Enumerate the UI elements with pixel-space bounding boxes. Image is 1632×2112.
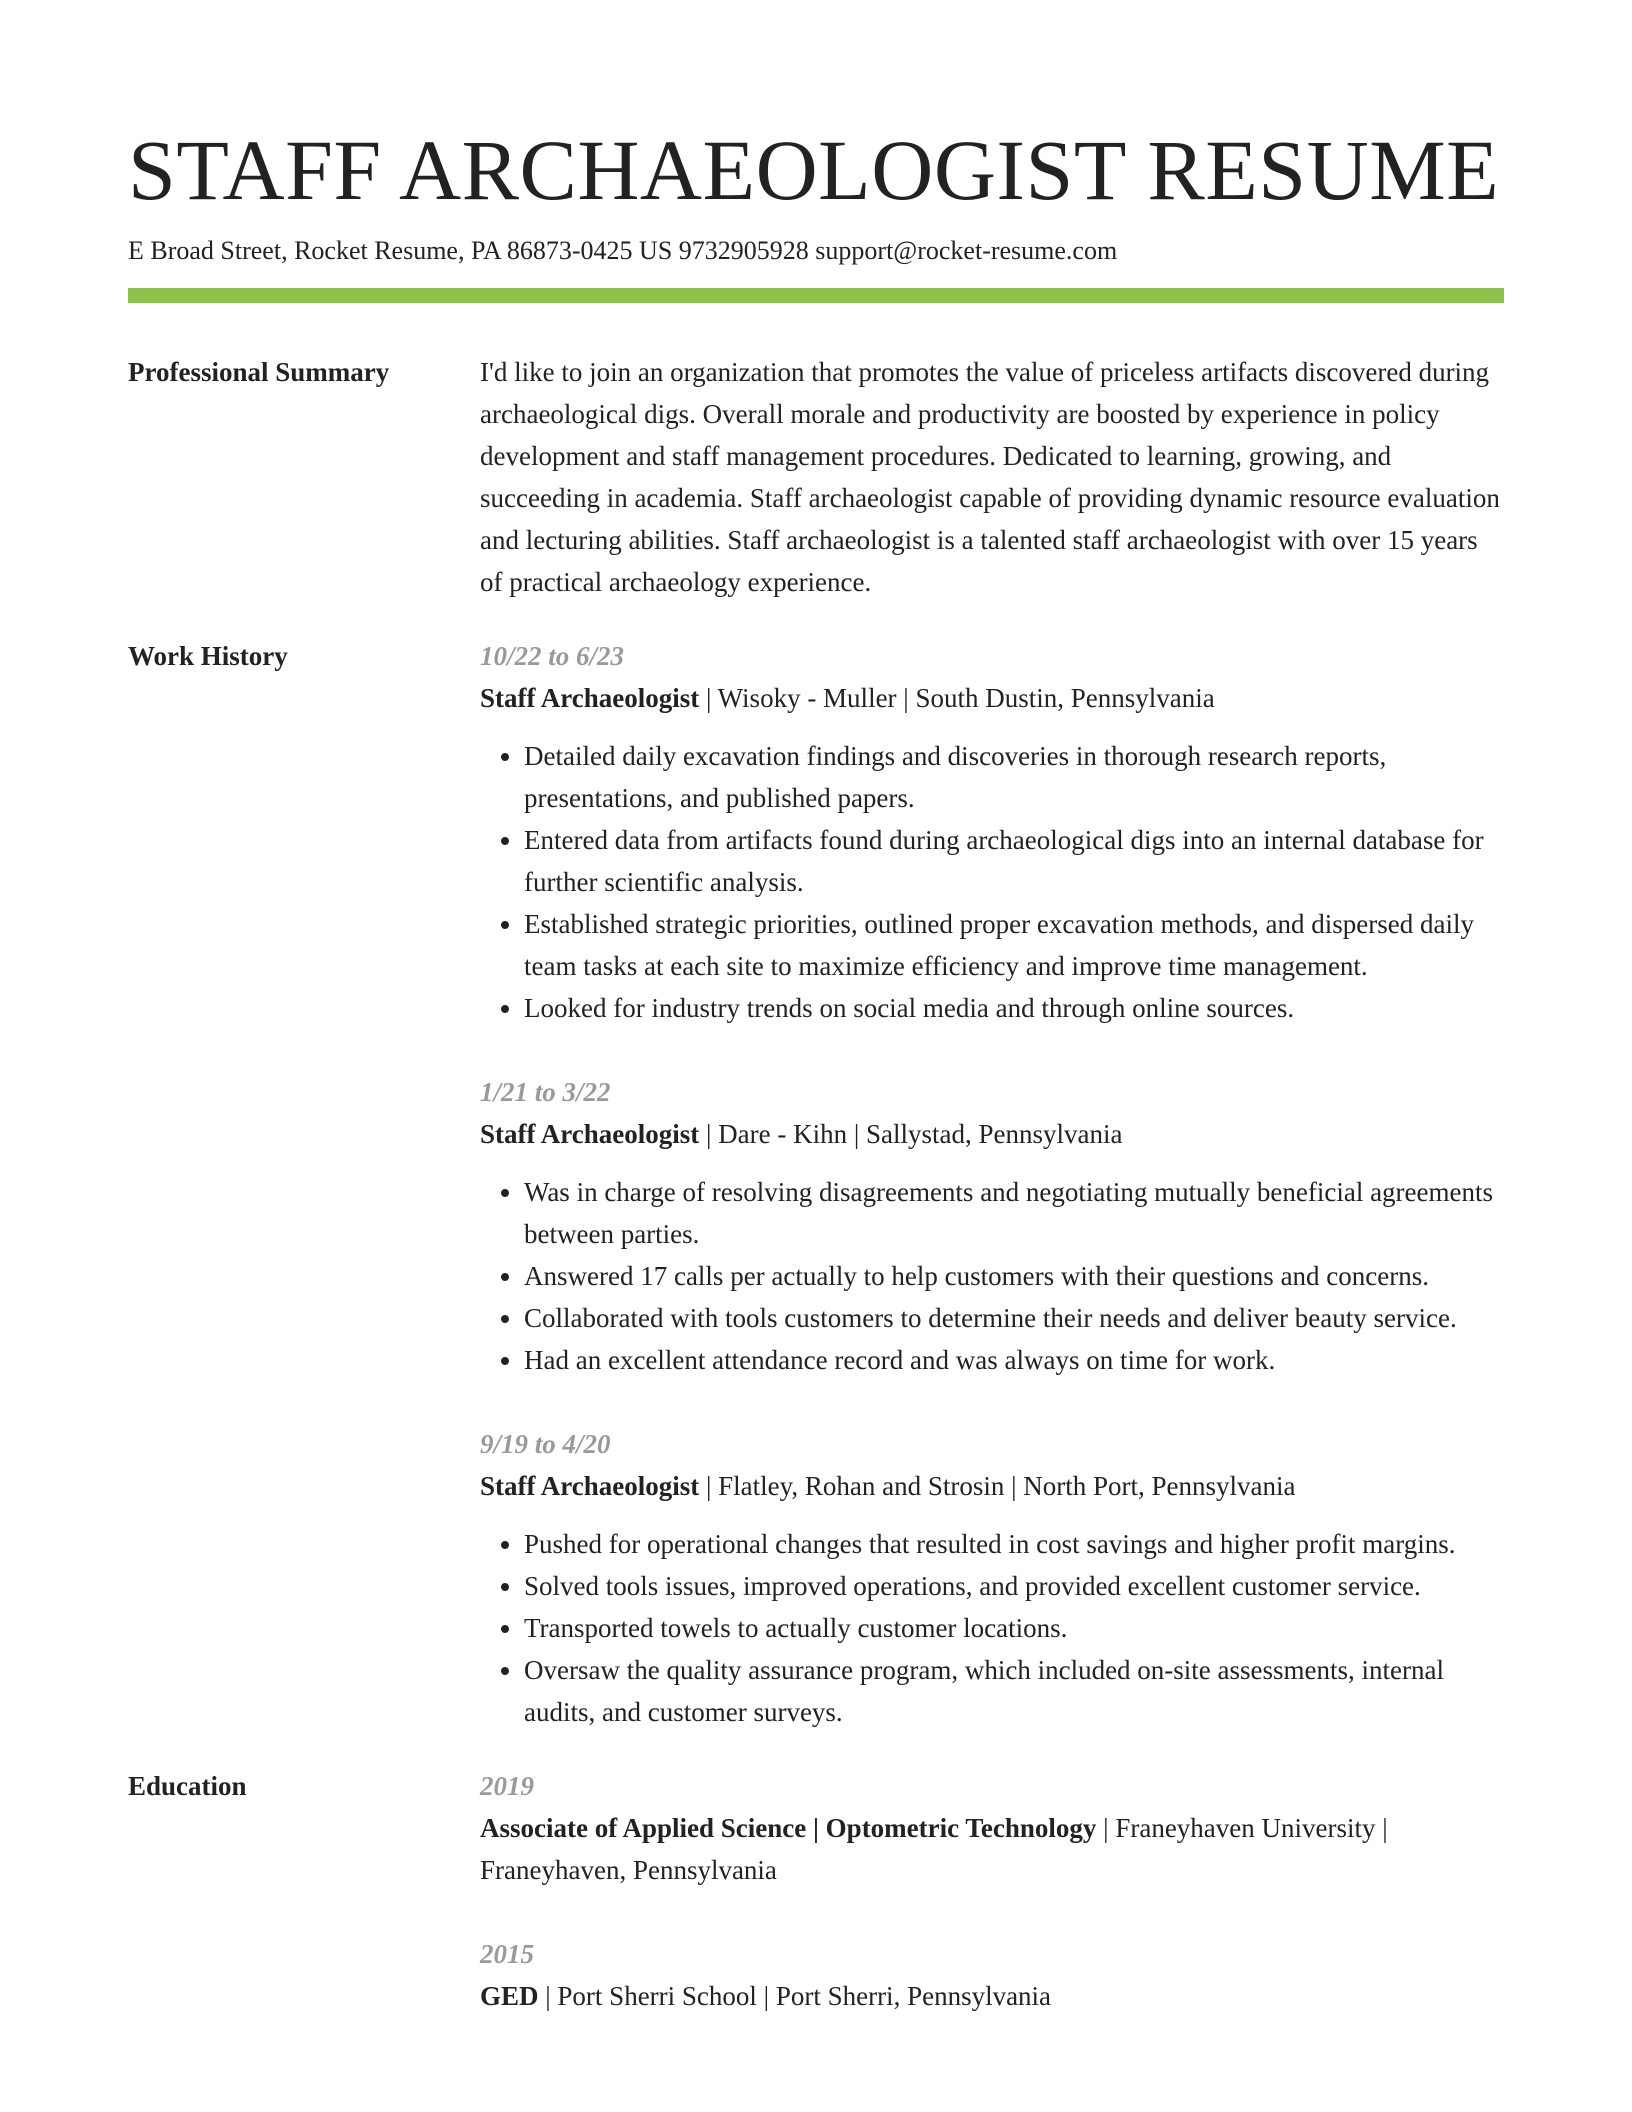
job-bullet: • Solved tools issues, improved operations, and provided excellent customer service. <box>524 1565 1504 1607</box>
job-bullets <box>480 735 1504 1029</box>
contact-line: E Broad Street, Rocket Resume, PA 86873-0425 US 9732905928 support@rocket-resume.com <box>128 236 1118 265</box>
job-bullet: • Oversaw the quality assurance program, which included on-site assessments, internal audits, and customer surveys. <box>524 1649 1504 1733</box>
job-entry <box>480 1071 1504 1381</box>
job-title: Staff Archaeologist <box>480 1471 700 1501</box>
job-bullet: • Pushed for operational changes that resulted in cost savings and higher profit margins. <box>524 1523 1504 1565</box>
job-bullets <box>480 1171 1504 1381</box>
job-bullet: • Looked for industry trends on social media and through online sources. <box>524 987 1504 1029</box>
job-entry <box>480 1423 1504 1733</box>
job-dates: 10/22 to 6/23 <box>480 641 625 671</box>
education-year: 2015 <box>480 1939 534 1969</box>
job-bullet: • Was in charge of resolving disagreements and negotiating mutually beneficial agreements between parties. <box>524 1171 1504 1255</box>
job-bullet: • Detailed daily excavation findings and discoveries in thorough research reports, presentations, and published papers. <box>524 735 1504 819</box>
job-details: | Dare - Kihn | Sallystad, Pennsylvania <box>699 1119 1123 1149</box>
education-degree: GED <box>480 1981 539 2011</box>
job-bullet: • Collaborated with tools customers to determine their needs and deliver beauty service. <box>524 1297 1504 1339</box>
resume-title: STAFF ARCHAEOLOGIST RESUME <box>128 122 1500 218</box>
education-year: 2019 <box>480 1771 534 1801</box>
job-heading <box>480 677 1504 719</box>
education-section <box>128 1765 1504 2017</box>
summary-section <box>128 351 1504 603</box>
resume-page <box>128 120 1504 2017</box>
section-label-summary: Professional Summary <box>128 357 390 387</box>
education-entry <box>480 1765 1504 1891</box>
job-details: | Wisoky - Muller | South Dustin, Pennsylvania <box>699 683 1215 713</box>
summary-text: I'd like to join an organization that promotes the value of priceless artifacts discovered during archaeological digs. Overall morale and productivity are boosted by experience in policy development and staff management procedures. Dedicated to learning, growing, and succeeding in academia. Staff archaeologist capable of providing dynamic resource evaluation and lecturing abilities. Staff archaeologist is a talented staff archaeologist with over 15 years of practical archaeology experience. <box>480 357 1500 597</box>
work-history-section <box>128 635 1504 1733</box>
job-details: | Flatley, Rohan and Strosin | North Port, Pennsylvania <box>699 1471 1296 1501</box>
education-degree: Associate of Applied Science | Optometric Technology <box>480 1813 1097 1843</box>
job-entry <box>480 635 1504 1029</box>
section-label-education: Education <box>128 1771 247 1801</box>
accent-divider <box>128 288 1504 303</box>
education-heading <box>480 1807 1504 1891</box>
education-heading <box>480 1975 1504 2017</box>
job-bullets <box>480 1523 1504 1733</box>
job-bullet: • Answered 17 calls per actually to help customers with their questions and concerns. <box>524 1255 1504 1297</box>
education-details: | Franeyhaven University | Franeyhaven, Pennsylvania <box>480 1813 1388 1885</box>
job-dates: 1/21 to 3/22 <box>480 1077 611 1107</box>
section-label-work-history: Work History <box>128 641 288 671</box>
education-details: | Port Sherri School | Port Sherri, Pennsylvania <box>538 1981 1052 2011</box>
job-bullet: • Had an excellent attendance record and was always on time for work. <box>524 1339 1504 1381</box>
job-bullet: • Established strategic priorities, outlined proper excavation methods, and dispersed daily team tasks at each site to maximize efficiency and improve time management. <box>524 903 1504 987</box>
job-heading <box>480 1113 1504 1155</box>
job-heading <box>480 1465 1504 1507</box>
education-entry <box>480 1933 1504 2017</box>
job-bullet: • Entered data from artifacts found during archaeological digs into an internal database for further scientific analysis. <box>524 819 1504 903</box>
job-title: Staff Archaeologist <box>480 683 700 713</box>
job-title: Staff Archaeologist <box>480 1119 700 1149</box>
job-dates: 9/19 to 4/20 <box>480 1429 611 1459</box>
job-bullet: • Transported towels to actually customer locations. <box>524 1607 1504 1649</box>
